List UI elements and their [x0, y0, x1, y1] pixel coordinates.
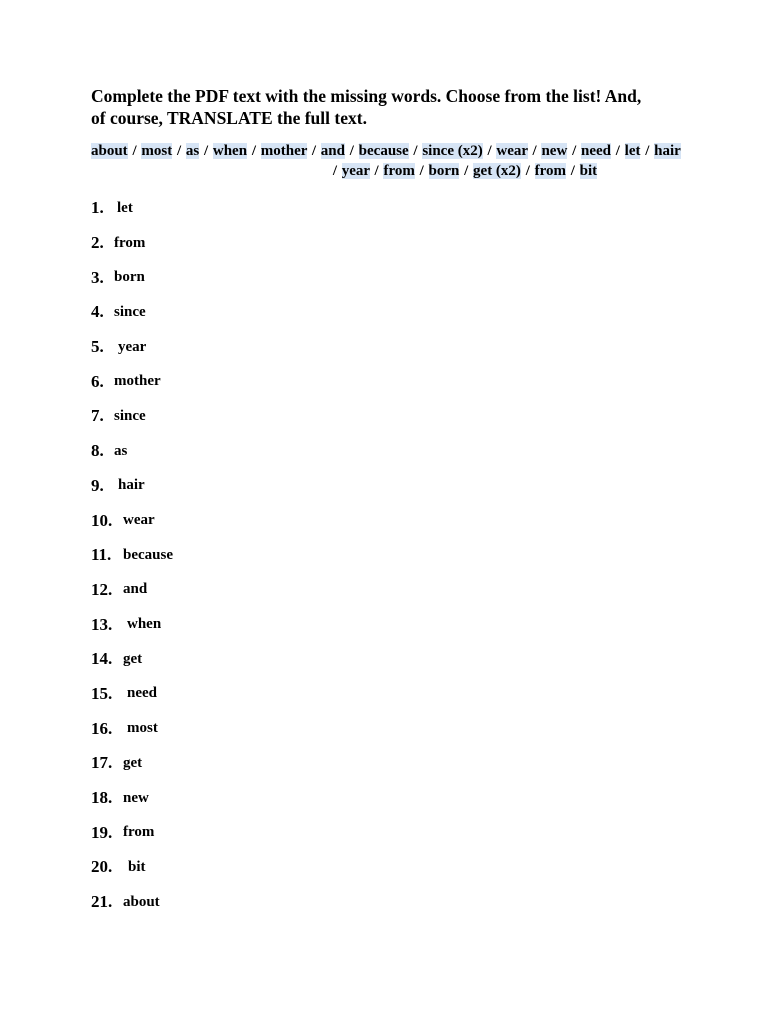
answer-item	[91, 538, 491, 573]
word-separator: /	[203, 143, 209, 159]
word-separator: /	[311, 143, 317, 159]
answer-item	[91, 434, 491, 469]
word-separator: /	[413, 143, 418, 159]
answer-word: new	[123, 789, 149, 806]
word-bank-word: because	[358, 143, 409, 159]
word-separator: /	[176, 143, 182, 159]
word-bank-word: and	[320, 143, 345, 159]
word-bank-word: about	[91, 143, 128, 159]
word-bank-word: most	[141, 143, 173, 159]
word-separator: /	[464, 163, 469, 179]
answer-word: and	[123, 581, 148, 598]
answer-word: get	[123, 650, 143, 667]
answer-number: 14.	[91, 649, 113, 669]
answer-number: 20.	[91, 857, 113, 877]
word-bank-word: as	[185, 143, 200, 159]
answer-word: hair	[118, 477, 145, 494]
answer-word: when	[127, 616, 162, 633]
answer-item	[91, 295, 491, 330]
instructions-line-2: of course, TRANSLATE the full text.	[91, 108, 367, 128]
word-bank-word: since (x2)	[422, 143, 483, 159]
answer-list	[91, 191, 491, 919]
answer-item	[91, 607, 491, 642]
word-separator: /	[572, 143, 577, 159]
answer-number: 11.	[91, 545, 112, 565]
instructions-heading	[91, 85, 691, 129]
answer-item	[91, 815, 491, 850]
answer-item	[91, 226, 491, 261]
answer-number: 10.	[91, 510, 113, 530]
instructions-line-1: Complete the PDF text with the missing words. Choose from the list! And,	[91, 86, 642, 106]
word-separator: /	[615, 143, 620, 159]
answer-word: born	[114, 269, 145, 286]
word-separator: /	[332, 163, 337, 179]
word-separator: /	[419, 163, 424, 179]
answer-word: need	[127, 685, 157, 702]
answer-item	[91, 642, 491, 677]
answer-number: 2.	[91, 233, 104, 253]
answer-number: 16.	[91, 718, 113, 738]
answer-item	[91, 885, 491, 920]
word-bank	[91, 141, 681, 181]
answer-word: wear	[123, 512, 155, 529]
word-bank-word: mother	[260, 143, 308, 159]
answer-item	[91, 399, 491, 434]
word-bank-word: get (x2)	[473, 163, 521, 179]
word-bank-word: when	[212, 143, 248, 159]
answer-number: 9.	[91, 475, 104, 495]
word-separator: /	[251, 143, 256, 159]
word-bank-word: hair	[654, 143, 681, 159]
answer-item	[91, 781, 491, 816]
answer-word: as	[114, 442, 128, 459]
word-separator: /	[645, 143, 650, 159]
answer-item	[91, 364, 491, 399]
answer-number: 21.	[91, 892, 113, 912]
word-separator: /	[349, 143, 354, 159]
word-bank-word: need	[580, 143, 611, 159]
answer-item	[91, 711, 491, 746]
answer-number: 8.	[91, 441, 104, 461]
answer-word: since	[114, 407, 146, 424]
word-bank-word: year	[341, 163, 370, 179]
answer-item	[91, 746, 491, 781]
word-bank-word: from	[383, 163, 415, 179]
answer-word: mother	[114, 373, 161, 390]
word-bank-word: from	[534, 163, 566, 179]
answer-word: from	[123, 824, 155, 841]
word-separator: /	[570, 163, 575, 179]
answer-word: let	[117, 199, 133, 216]
word-bank-word: bit	[579, 163, 598, 179]
answer-item	[91, 503, 491, 538]
word-separator: /	[374, 163, 379, 179]
answer-number: 17.	[91, 753, 113, 773]
answer-word: bit	[128, 858, 146, 875]
answer-word: since	[114, 303, 146, 320]
answer-number: 18.	[91, 788, 113, 808]
word-bank-word: wear	[496, 143, 528, 159]
answer-number: 13.	[91, 614, 113, 634]
answer-word: most	[127, 720, 158, 737]
answer-number: 15.	[91, 683, 113, 703]
answer-word: because	[123, 546, 173, 563]
word-separator: /	[132, 143, 137, 159]
answer-number: 5.	[91, 337, 104, 357]
answer-number: 3.	[91, 267, 104, 287]
answer-word: about	[123, 893, 160, 910]
word-bank-word: let	[624, 143, 641, 159]
word-separator: /	[525, 163, 530, 179]
answer-item	[91, 469, 491, 504]
answer-word: get	[123, 754, 143, 771]
answer-word: year	[118, 338, 147, 355]
word-separator: /	[532, 143, 537, 159]
answer-item	[91, 677, 491, 712]
answer-item	[91, 850, 491, 885]
answer-number: 19.	[91, 822, 113, 842]
answer-number: 12.	[91, 579, 113, 599]
answer-number: 4.	[91, 302, 104, 322]
word-separator: /	[487, 143, 492, 159]
word-bank-line-1	[91, 141, 681, 161]
word-bank-line-2	[91, 161, 677, 181]
answer-number: 6.	[91, 371, 104, 391]
answer-item	[91, 573, 491, 608]
word-bank-word: born	[428, 163, 460, 179]
word-bank-word: new	[541, 143, 568, 159]
answer-item	[91, 260, 491, 295]
answer-word: from	[114, 234, 146, 251]
answer-number: 7.	[91, 406, 104, 426]
answer-item	[91, 191, 491, 226]
answer-item	[91, 330, 491, 365]
answer-number: 1.	[91, 198, 104, 218]
